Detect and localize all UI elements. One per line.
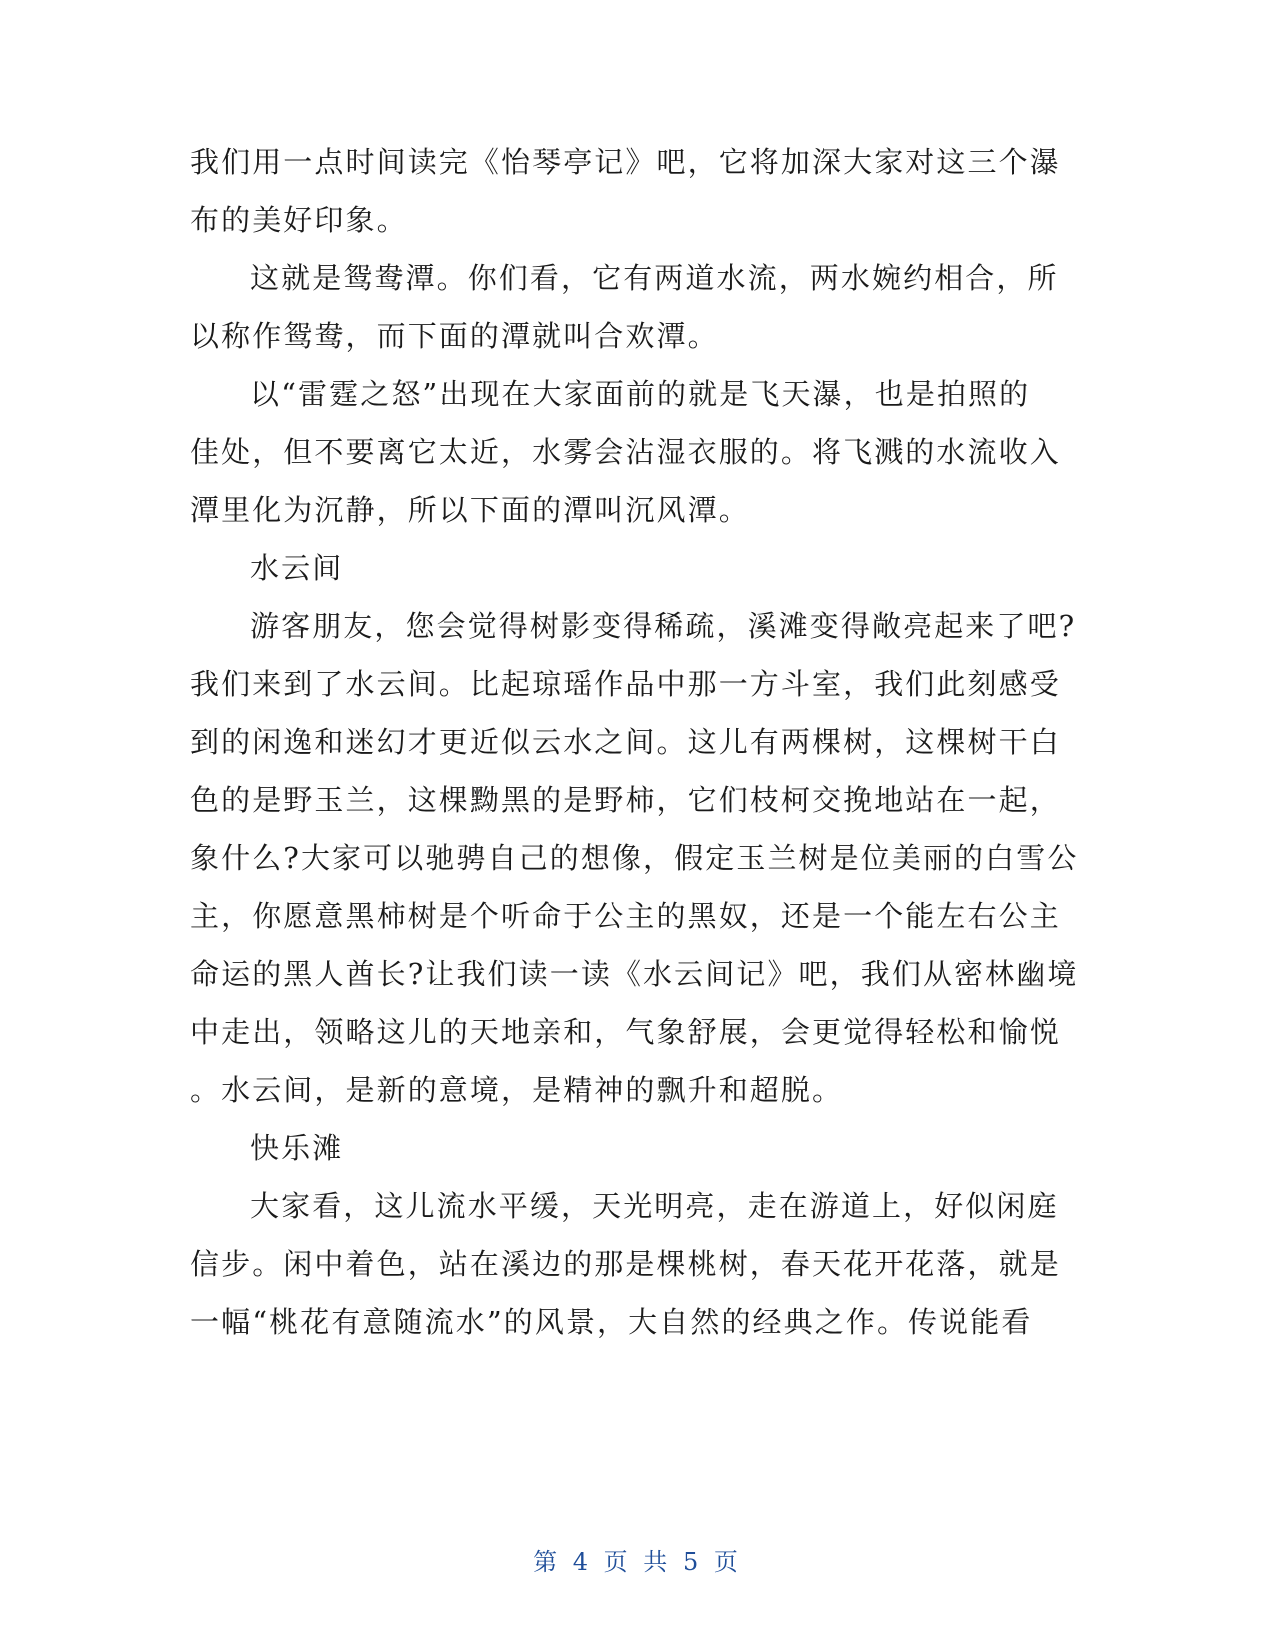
- text-line: 象什么?大家可以驰骋自己的想像，假定玉兰树是位美丽的白雪公: [190, 841, 1079, 875]
- text-line: 。水云间，是新的意境，是精神的飘升和超脱。: [190, 1073, 844, 1107]
- text-line: 命运的黑人酋长?让我们读一读《水云间记》吧，我们从密林幽境: [190, 957, 1079, 991]
- text-line: 主，你愿意黑柿树是个听命于公主的黑奴，还是一个能左右公主: [190, 899, 1061, 933]
- text-line: 潭里化为沉静，所以下面的潭叫沉风潭。: [190, 493, 750, 527]
- text-line: 我们来到了水云间。比起琼瑶作品中那一方斗室，我们此刻感受: [190, 667, 1061, 701]
- text-line: 我们用一点时间读完《怡琴亭记》吧，它将加深大家对这三个瀑: [190, 145, 1061, 179]
- text-line: 大家看，这儿流水平缓，天光明亮，走在游道上，好似闲庭: [250, 1189, 1059, 1223]
- text-line: 一幅“桃花有意随流水”的风景，大自然的经典之作。传说能看: [190, 1305, 1033, 1339]
- text-line: 佳处，但不要离它太近，水雾会沾湿衣服的。将飞溅的水流收入: [190, 435, 1061, 469]
- text-line: 色的是野玉兰，这棵黝黑的是野柿，它们枝柯交挽地站在一起，: [190, 783, 1061, 817]
- section-heading: 快乐滩: [250, 1131, 344, 1165]
- text-line: 以“雷霆之怒”出现在大家面前的就是飞天瀑，也是拍照的: [250, 377, 1031, 411]
- text-line: 到的闲逸和迷幻才更近似云水之间。这儿有两棵树，这棵树干白: [190, 725, 1061, 759]
- text-line: 以称作鸳鸯，而下面的潭就叫合欢潭。: [190, 319, 719, 353]
- text-line: 布的美好印象。: [190, 203, 408, 237]
- text-line: 游客朋友，您会觉得树影变得稀疏，溪滩变得敞亮起来了吧?: [250, 609, 1077, 643]
- text-line: 信步。闲中着色，站在溪边的那是棵桃树，春天花开花落，就是: [190, 1247, 1061, 1281]
- page-number-footer: 第 4 页 共 5 页: [533, 1548, 742, 1576]
- section-heading: 水云间: [250, 551, 344, 585]
- text-line: 这就是鸳鸯潭。你们看，它有两道水流，两水婉约相合，所: [250, 261, 1059, 295]
- text-line: 中走出，领略这儿的天地亲和，气象舒展，会更觉得轻松和愉悦: [190, 1015, 1061, 1049]
